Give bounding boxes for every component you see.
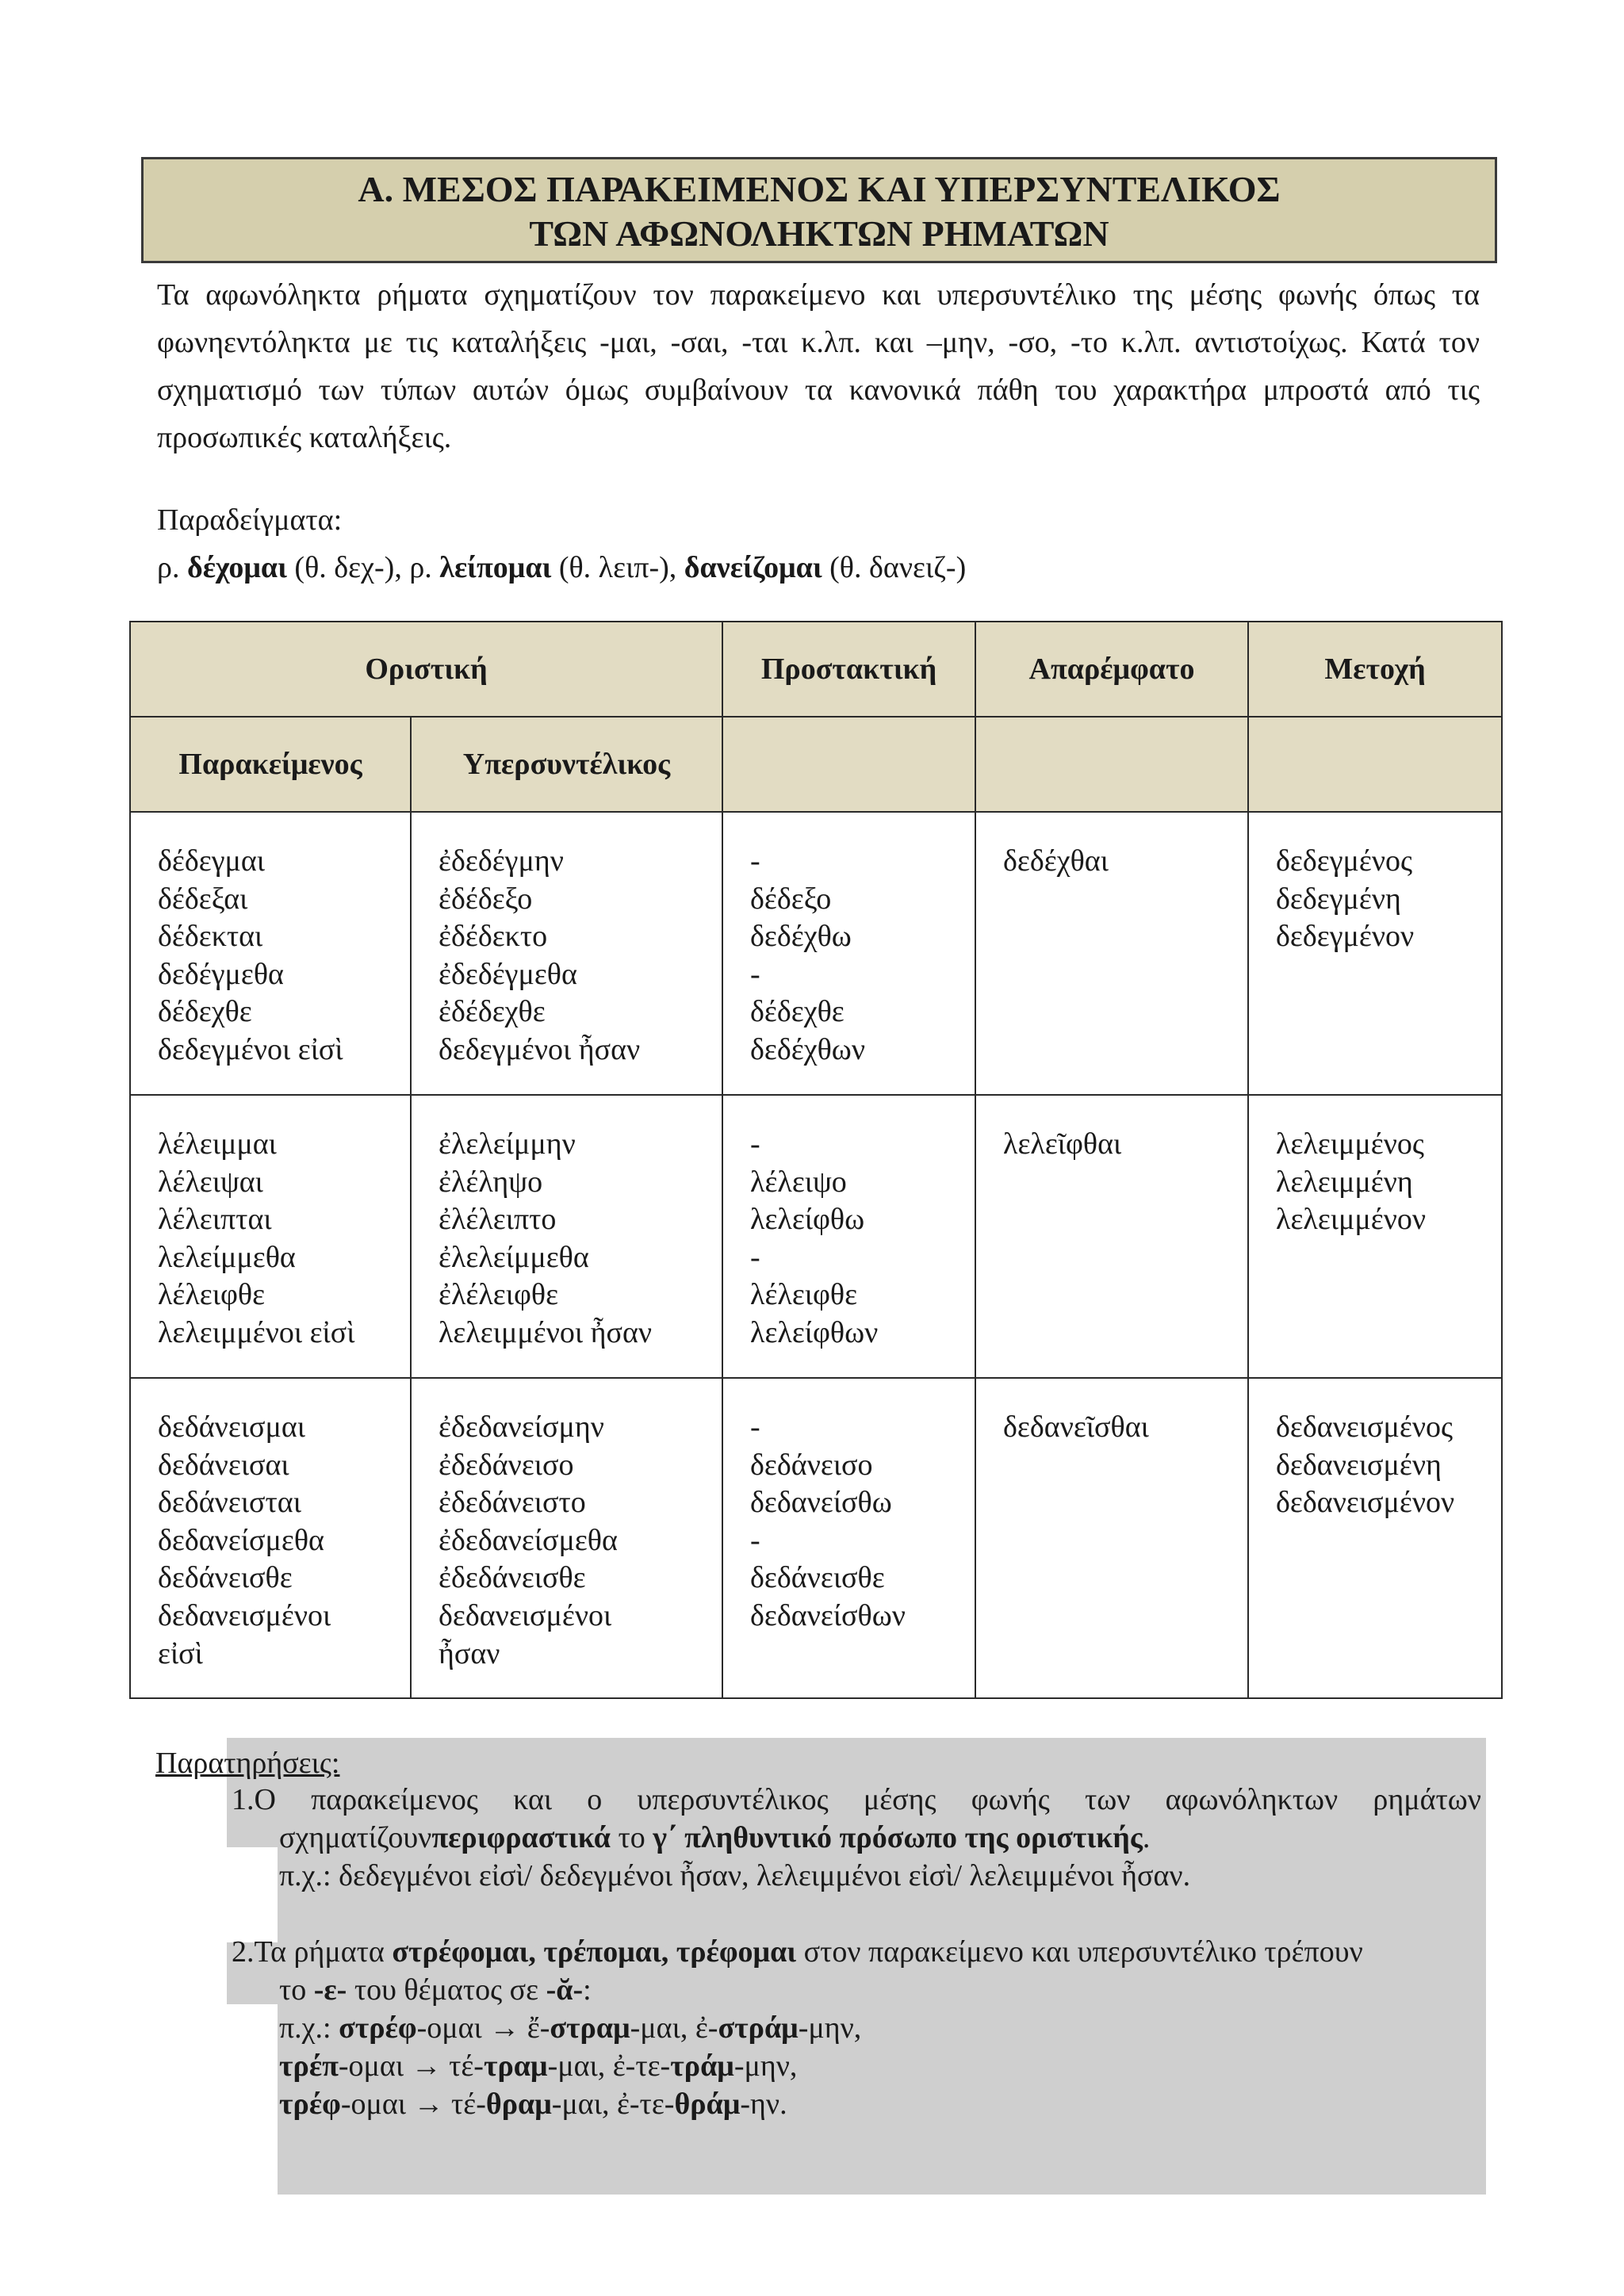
note-text: -ομαι → τέ- bbox=[338, 2049, 484, 2083]
cell-perfect bbox=[130, 1378, 411, 1698]
verb-form: ἐδεδάνεισθε bbox=[439, 1561, 586, 1595]
verb-form: ἐδεδανείσμην bbox=[439, 1410, 604, 1444]
verb-form: δεδάνεισται bbox=[158, 1486, 301, 1520]
verb-form: δεδανεισμένοι bbox=[158, 1598, 331, 1632]
verb-form: ἐλέλειφθε bbox=[439, 1278, 559, 1312]
verb-form: δεδανείσθων bbox=[750, 1598, 906, 1632]
note-text: του θέματος σε bbox=[347, 1973, 546, 2007]
note-2-line-2 bbox=[279, 1971, 592, 2009]
cell-infinitive bbox=[975, 1095, 1248, 1378]
verb-form: ἐλέληψο bbox=[439, 1165, 543, 1199]
note-text: -ην. bbox=[740, 2087, 787, 2121]
title-line-1: Α. ΜΕΣΟΣ ΠΑΡΑΚΕΙΜΕΝΟΣ ΚΑΙ ΥΠΕΡΣΥΝΤΕΛΙΚΟΣ bbox=[358, 169, 1281, 209]
verb-form: λελειμμένοι ἦσαν bbox=[439, 1315, 653, 1349]
verb-form: ἐλέλειπτο bbox=[439, 1203, 557, 1237]
verb-form: δεδανείσμεθα bbox=[158, 1523, 324, 1557]
verb-form: δεδανεισμένοι bbox=[439, 1598, 612, 1632]
verb-form: δεδεγμένον bbox=[1276, 920, 1415, 954]
note-1-line-2 bbox=[279, 1819, 1150, 1857]
note-text: -μην, bbox=[733, 2049, 798, 2083]
verb-form: λέλειφθε bbox=[750, 1278, 858, 1312]
header-imperative: Προστακτική bbox=[722, 622, 975, 717]
header-participle: Μετοχή bbox=[1248, 622, 1502, 717]
verb-form: ἐλελείμμην bbox=[439, 1127, 576, 1161]
cell-infinitive bbox=[975, 1378, 1248, 1698]
title-line-2: ΤΩΝ ΑΦΩΝΟΛΗΚΤΩΝ ΡΗΜΑΤΩΝ bbox=[529, 213, 1109, 254]
note-bold: στραμ bbox=[550, 2011, 630, 2045]
verb-form: - bbox=[750, 1240, 760, 1274]
verb-form: δεδανεῖσθαι bbox=[1003, 1410, 1149, 1444]
verb-form: λελειμμένοι εἰσὶ bbox=[158, 1315, 355, 1349]
note-text: -ομαι → τέ- bbox=[340, 2087, 486, 2121]
verb-form: ἐδέδεξο bbox=[439, 882, 533, 916]
verb-form: δεδέγμεθα bbox=[158, 957, 284, 991]
verb-form: ἦσαν bbox=[439, 1636, 500, 1670]
verb-form: ἐλελείμμεθα bbox=[439, 1240, 589, 1274]
note-bold: στρέφομαι, τρέπομαι, τρέφομαι bbox=[392, 1935, 797, 1969]
verb-form: δέδεξο bbox=[750, 882, 832, 916]
verb-form: δεδεγμένοι ἦσαν bbox=[439, 1032, 641, 1066]
verb-form: λελείμμεθα bbox=[158, 1240, 296, 1274]
verb-form: ἐδεδέγμεθα bbox=[439, 957, 577, 991]
table-row bbox=[130, 812, 1502, 1095]
cell-imperative bbox=[722, 1378, 975, 1698]
verb-form: λελείφθων bbox=[750, 1315, 879, 1349]
verb-form: δεδάνεισθε bbox=[750, 1561, 885, 1595]
note-bold: γ΄ πληθυντικό πρόσωπο της οριστικής bbox=[653, 1821, 1143, 1854]
verb-form: λελειμμένος bbox=[1276, 1127, 1424, 1161]
cell-imperative bbox=[722, 1095, 975, 1378]
notes-heading-text: Παρατηρήσεις: bbox=[155, 1747, 340, 1780]
header-indicative: Οριστική bbox=[130, 622, 722, 717]
cell-pluperfect bbox=[411, 812, 722, 1095]
note-2-line-5 bbox=[279, 2085, 787, 2123]
example-verb: δέχομαι bbox=[186, 551, 287, 584]
verb-form: δεδανεισμένον bbox=[1276, 1486, 1455, 1520]
cell-pluperfect bbox=[411, 1378, 722, 1698]
note-bold: τρέφ bbox=[279, 2087, 341, 2121]
note-2-line-1 bbox=[232, 1933, 1363, 1971]
verb-form: δεδανεισμένος bbox=[1276, 1410, 1454, 1444]
verb-form: δέδεξαι bbox=[158, 882, 248, 916]
verb-form: - bbox=[750, 1410, 760, 1444]
verb-form: εἰσὶ bbox=[158, 1636, 203, 1670]
cell-participle bbox=[1248, 812, 1502, 1095]
section-title bbox=[141, 157, 1497, 263]
verb-form: ἐδεδάνεισο bbox=[439, 1448, 574, 1482]
verb-form: - bbox=[750, 1523, 760, 1557]
examples-label: Παραδείγματα: bbox=[157, 503, 343, 537]
verb-form: δεδάνεισμαι bbox=[158, 1410, 306, 1444]
table-row bbox=[130, 1095, 1502, 1378]
cell-perfect bbox=[130, 1095, 411, 1378]
verb-form: δεδανεισμένη bbox=[1276, 1448, 1442, 1482]
note-text: το bbox=[279, 1973, 314, 2007]
note-text: -μαι, ἐ-τε- bbox=[551, 2087, 675, 2121]
notes-gap bbox=[227, 2004, 278, 2195]
cell-imperative bbox=[722, 812, 975, 1095]
note-bold: θράμ bbox=[674, 2087, 741, 2121]
cell-perfect bbox=[130, 812, 411, 1095]
cell-infinitive bbox=[975, 812, 1248, 1095]
verb-form: λελείφθω bbox=[750, 1203, 865, 1237]
conjugation-table bbox=[129, 621, 1503, 1699]
note-bold: περιφραστικά bbox=[431, 1821, 611, 1854]
verb-form: ἐδεδανείσμεθα bbox=[439, 1523, 618, 1557]
note-text: : bbox=[583, 1973, 592, 2007]
note-text: το bbox=[610, 1821, 653, 1854]
verb-form: δέδεχθε bbox=[158, 995, 252, 1029]
note-text: -ομαι → ἔ- bbox=[416, 2011, 550, 2045]
verb-form: δεδεγμένοι εἰσὶ bbox=[158, 1032, 343, 1066]
verb-form: λέλειμμαι bbox=[158, 1127, 277, 1161]
header-pluperfect: Υπερσυντέλικος bbox=[411, 717, 722, 812]
note-bold: τράμ bbox=[670, 2049, 734, 2083]
note-text: -μαι, ἐ-τε- bbox=[547, 2049, 671, 2083]
verb-form: δέδεγμαι bbox=[158, 844, 266, 878]
notes-gap bbox=[227, 1847, 278, 1942]
examples-text: ρ. bbox=[157, 551, 187, 584]
notes-heading bbox=[155, 1744, 339, 1782]
example-verb: δανείζομαι bbox=[684, 551, 822, 584]
header-empty bbox=[1248, 717, 1502, 812]
note-text: σχηματίζουν bbox=[279, 1821, 432, 1854]
verb-form: ἐδέδεχθε bbox=[439, 995, 546, 1029]
verb-form: δεδανείσθω bbox=[750, 1486, 892, 1520]
verb-form: λελεῖφθαι bbox=[1003, 1127, 1122, 1161]
verb-form: δέδεκται bbox=[158, 920, 263, 954]
verb-form: λελειμμένη bbox=[1276, 1165, 1413, 1199]
header-empty bbox=[722, 717, 975, 812]
verb-form: δεδεγμένος bbox=[1276, 844, 1413, 878]
header-empty bbox=[975, 717, 1248, 812]
verb-form: δεδάνεισαι bbox=[158, 1448, 289, 1482]
verb-form: ἐδεδάνειστο bbox=[439, 1486, 586, 1520]
examples-line bbox=[157, 547, 966, 588]
verb-form: δεδέχθω bbox=[750, 920, 852, 954]
verb-form: δεδεγμένη bbox=[1276, 882, 1401, 916]
cell-participle bbox=[1248, 1378, 1502, 1698]
example-verb: λείπομαι bbox=[439, 551, 552, 584]
note-bold: στράμ bbox=[718, 2011, 799, 2045]
verb-form: ἐδέδεκτο bbox=[439, 920, 548, 954]
note-1-line-1: 1.Ο παρακείμενος και ο υπερσυντέλικος μέσης φωνής των αφωνόληκτων ρημάτων bbox=[232, 1783, 1481, 1816]
verb-form: λέλειπται bbox=[158, 1203, 272, 1237]
verb-form: - bbox=[750, 957, 760, 991]
note-text: στον παρακείμενο και υπερσυντέλικο τρέπουν bbox=[796, 1935, 1363, 1969]
cell-participle bbox=[1248, 1095, 1502, 1378]
note-text: 2.Τα ρήματα bbox=[232, 1935, 393, 1969]
intro-paragraph: Τα αφωνόληκτα ρήματα σχηματίζουν τον παρακείμενο και υπερσυντέλικο της μέσης φωνής όπως τα φωνηεντόληκτα με τις καταλήξεις -μαι, -σαι, -ται κ.λπ. και –μην, -σο, -το κ.λπ. αντιστοίχως. Κατά τον σχηματισμό των τύπων αυτών όμως συμβαίνουν τα κανονικά πάθη του χαρακτήρα μπροστά από τις προσωπικές καταλήξεις. bbox=[157, 278, 1480, 454]
verb-form: δεδάνεισο bbox=[750, 1448, 873, 1482]
verb-form: δεδάνεισθε bbox=[158, 1561, 293, 1595]
verb-form: λέλειψαι bbox=[158, 1165, 263, 1199]
verb-form: δεδέχθων bbox=[750, 1032, 866, 1066]
note-text: . bbox=[1142, 1821, 1151, 1854]
note-bold: θραμ bbox=[485, 2087, 552, 2121]
header-infinitive: Απαρέμφατο bbox=[975, 622, 1248, 717]
note-bold: -ᾰ- bbox=[546, 1973, 584, 2007]
verb-form: - bbox=[750, 1127, 760, 1161]
verb-form: δέδεχθε bbox=[750, 995, 845, 1029]
verb-form: λέλειφθε bbox=[158, 1278, 266, 1312]
verb-form: - bbox=[750, 844, 760, 878]
verb-form: δεδέχθαι bbox=[1003, 844, 1109, 878]
note-text: -μην, bbox=[798, 2011, 862, 2045]
note-bold: τραμ bbox=[483, 2049, 548, 2083]
note-bold: -ε- bbox=[313, 1973, 347, 2007]
note-text: π.χ.: bbox=[279, 2011, 339, 2045]
header-perfect: Παρακείμενος bbox=[130, 717, 411, 812]
note-2-line-4 bbox=[279, 2047, 797, 2085]
examples-text: (θ. δανειζ-) bbox=[822, 551, 967, 584]
verb-form: λέλειψο bbox=[750, 1165, 847, 1199]
examples-text: (θ. δεχ-), ρ. bbox=[286, 551, 440, 584]
table-row bbox=[130, 1378, 1502, 1698]
note-1-line-3: π.χ.: δεδεγμένοι εἰσὶ/ δεδεγμένοι ἦσαν, λελειμμένοι εἰσὶ/ λελειμμένοι ἦσαν. bbox=[279, 1859, 1191, 1892]
examples-text: (θ. λειπ-), bbox=[551, 551, 684, 584]
note-bold: τρέπ bbox=[279, 2049, 339, 2083]
note-2-line-3 bbox=[279, 2009, 861, 2047]
cell-pluperfect bbox=[411, 1095, 722, 1378]
verb-form: λελειμμένον bbox=[1276, 1203, 1427, 1237]
note-bold: στρέφ bbox=[339, 2011, 417, 2045]
verb-form: ἐδεδέγμην bbox=[439, 844, 564, 878]
note-text: -μαι, ἐ- bbox=[630, 2011, 718, 2045]
